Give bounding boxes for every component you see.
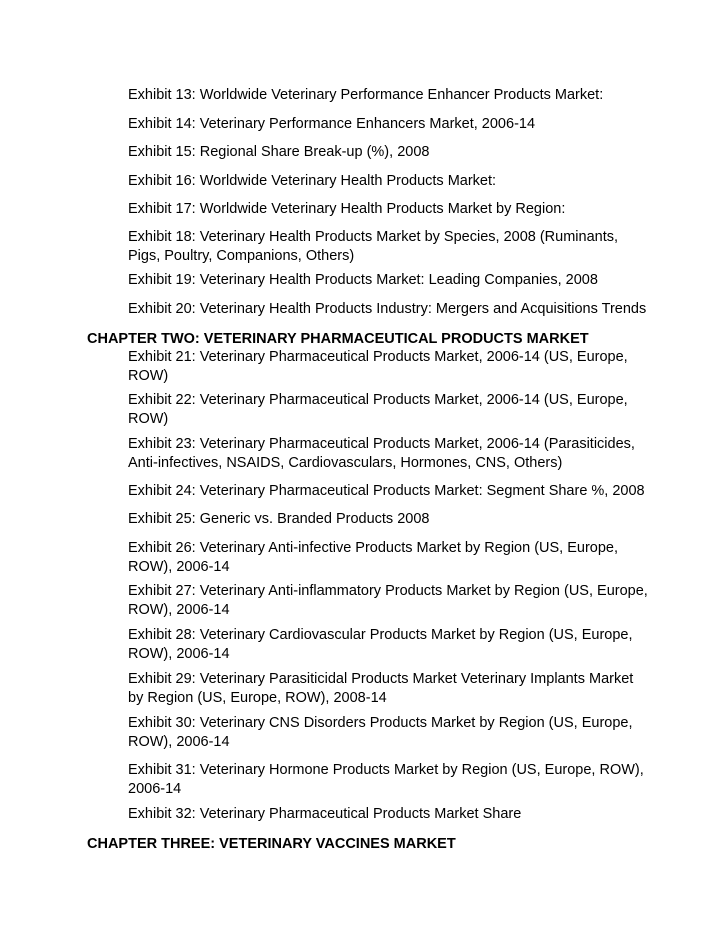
exhibit-18-line-2: Pigs, Poultry, Companions, Others) <box>128 248 355 264</box>
exhibit-22-line-1: Exhibit 22: Veterinary Pharmaceutical Products Market, 2006-14 (US, Europe, <box>128 392 628 408</box>
exhibit-30 <box>128 714 633 752</box>
exhibit-19-line-1: Exhibit 19: Veterinary Health Products Market: Leading Companies, 2008 <box>128 272 598 288</box>
exhibit-28-line-2: ROW), 2006-14 <box>128 646 230 662</box>
chapter-three-heading: CHAPTER THREE: VETERINARY VACCINES MARKET <box>87 836 456 852</box>
exhibit-29-line-2: by Region (US, Europe, ROW), 2008-14 <box>128 690 387 706</box>
exhibit-24 <box>128 482 645 501</box>
exhibit-22 <box>128 391 628 429</box>
exhibit-19 <box>128 271 598 290</box>
exhibit-16 <box>128 172 496 191</box>
exhibit-21-line-1: Exhibit 21: Veterinary Pharmaceutical Products Market, 2006-14 (US, Europe, <box>128 349 628 365</box>
exhibit-31-line-2: 2006-14 <box>128 781 182 797</box>
exhibit-30-line-1: Exhibit 30: Veterinary CNS Disorders Products Market by Region (US, Europe, <box>128 715 633 731</box>
exhibit-27-line-2: ROW), 2006-14 <box>128 602 230 618</box>
exhibit-25 <box>128 510 429 529</box>
exhibit-13-line-1: Exhibit 13: Worldwide Veterinary Performance Enhancer Products Market: <box>128 87 604 103</box>
exhibit-16-line-1: Exhibit 16: Worldwide Veterinary Health Products Market: <box>128 173 497 189</box>
exhibit-21 <box>128 348 628 386</box>
exhibit-17-line-1: Exhibit 17: Worldwide Veterinary Health Products Market by Region: <box>128 201 566 217</box>
exhibit-18 <box>128 228 618 266</box>
exhibit-27-line-1: Exhibit 27: Veterinary Anti-inflammatory Products Market by Region (US, Europe, <box>128 583 648 599</box>
exhibit-23-line-1: Exhibit 23: Veterinary Pharmaceutical Products Market, 2006-14 (Parasiticides, <box>128 436 635 452</box>
exhibit-20 <box>128 300 646 319</box>
exhibit-14-line-1: Exhibit 14: Veterinary Performance Enhancers Market, 2006-14 <box>128 116 536 132</box>
exhibit-32 <box>128 805 521 824</box>
exhibit-20-line-1: Exhibit 20: Veterinary Health Products Industry: Mergers and Acquisitions Trends <box>128 301 647 317</box>
exhibit-26 <box>128 539 618 577</box>
exhibit-18-line-1: Exhibit 18: Veterinary Health Products Market by Species, 2008 (Ruminants, <box>128 229 619 245</box>
exhibit-23-line-2: Anti-infectives, NSAIDS, Cardiovasculars, Hormones, CNS, Others) <box>128 455 563 471</box>
exhibit-14 <box>128 115 535 134</box>
exhibit-17 <box>128 200 565 219</box>
exhibit-29 <box>128 670 633 708</box>
exhibit-31 <box>128 761 644 799</box>
exhibit-27 <box>128 582 648 620</box>
exhibit-26-line-2: ROW), 2006-14 <box>128 559 230 575</box>
exhibit-24-line-1: Exhibit 24: Veterinary Pharmaceutical Products Market: Segment Share %, 2008 <box>128 483 645 499</box>
exhibit-15 <box>128 143 429 162</box>
exhibit-15-line-1: Exhibit 15: Regional Share Break-up (%), 2008 <box>128 144 430 160</box>
exhibit-23 <box>128 435 635 473</box>
exhibit-13 <box>128 86 603 105</box>
exhibit-30-line-2: ROW), 2006-14 <box>128 734 230 750</box>
exhibit-22-line-2: ROW) <box>128 411 169 427</box>
exhibit-25-line-1: Exhibit 25: Generic vs. Branded Products 2008 <box>128 511 430 527</box>
exhibit-28-line-1: Exhibit 28: Veterinary Cardiovascular Products Market by Region (US, Europe, <box>128 627 633 643</box>
exhibit-32-line-1: Exhibit 32: Veterinary Pharmaceutical Products Market Share <box>128 806 522 822</box>
exhibit-28 <box>128 626 633 664</box>
exhibit-31-line-1: Exhibit 31: Veterinary Hormone Products Market by Region (US, Europe, ROW), <box>128 762 644 778</box>
exhibit-21-line-2: ROW) <box>128 368 169 384</box>
exhibit-26-line-1: Exhibit 26: Veterinary Anti-infective Products Market by Region (US, Europe, <box>128 540 619 556</box>
chapter-two-heading: CHAPTER TWO: VETERINARY PHARMACEUTICAL PRODUCTS MARKET <box>87 331 589 347</box>
exhibit-29-line-1: Exhibit 29: Veterinary Parasiticidal Products Market Veterinary Implants Market <box>128 671 634 687</box>
